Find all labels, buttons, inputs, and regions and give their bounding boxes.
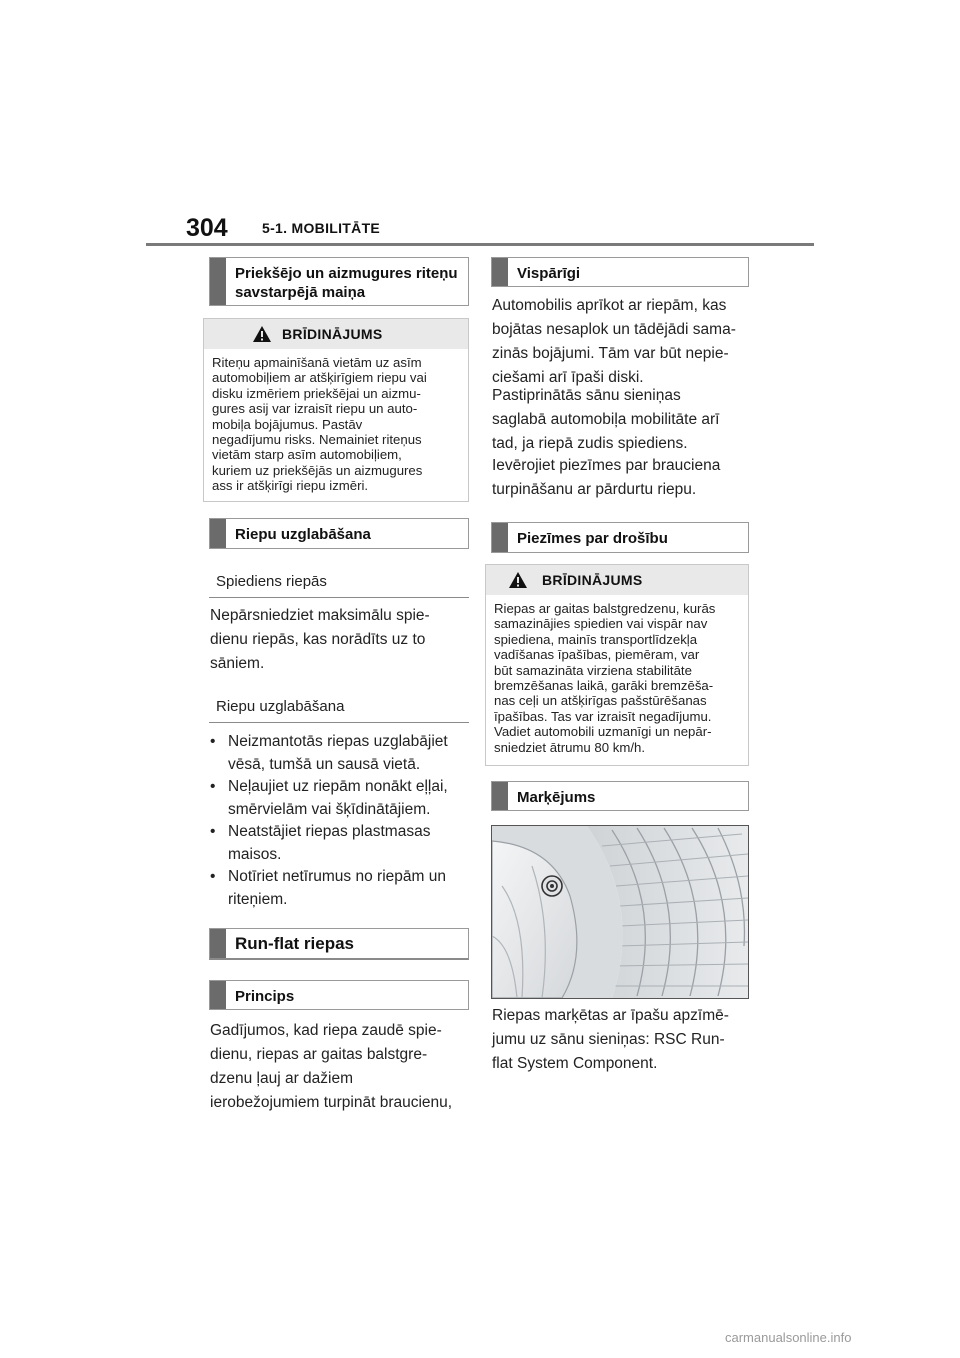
header-divider <box>146 243 814 246</box>
warning-icon <box>252 325 272 343</box>
warning-box-safety <box>485 564 749 766</box>
storage-bullet-list <box>210 731 472 911</box>
tire-sidewall-image <box>492 826 748 998</box>
warning-label: BRĪDINĀJUMS <box>542 572 643 588</box>
principle-paragraph: Gadījumos, kad riepa zaudē spie- dienu, riepas ar gaitas balstgre- dzenu ļauj ar dažiem ierobežojumiem turpināt braucienu, <box>210 1022 453 1111</box>
heading-bar <box>210 258 226 305</box>
tire-illustration <box>491 825 749 999</box>
heading-rotation <box>209 257 469 306</box>
subheading-pressure: Spiediens riepās <box>216 573 327 590</box>
warning-box-rotation <box>203 318 469 502</box>
warning-text: Riteņu apmainīšanā vietām uz asīm automobiļiem ar atšķirīgiem riepu vai disku izmēriem priekšējai un aizmu- gures asij var izraisīt riepu un auto- mobiļa bojājumus. Pastāv negadījumu risks. Nemainiet riteņus vietām starp asīm automobiļiem, kuriem uz priekšējās un aizmugures ass ir atšķirīgi riepu izmēri. <box>212 355 427 494</box>
warning-header <box>486 565 748 595</box>
subheading-storage: Riepu uzglabāšana <box>216 698 345 715</box>
heading-runflat-title: Run-flat riepas <box>235 934 355 953</box>
section-title: 5-1. MOBILITĀTE <box>262 220 381 236</box>
warning-text: Riepas ar gaitas balstgredzenu, kurās samazinājies spiedien vai vispār nav spiediena, mainīs transportlīdzekļa vadīšanas īpašības, piemēram, var būt samazināta virziena stabilitāte bremzēšanas laikā, garāki bremzēša- nas ceļi un atšķirīgas pašstūrēšanas īpašības. Tas var izraisīt negadījumu. Vadiet automobili uzmanīgi un nepār- sniedziet ātrumu 80 km/h. <box>494 601 716 755</box>
general-paragraph-3: Ievērojiet piezīmes par brauciena turpināšanu ar pārdurtu riepu. <box>492 457 721 498</box>
heading-marking-title: Marķējums <box>517 789 596 806</box>
heading-bar <box>210 519 226 548</box>
subheading-rule <box>209 722 469 723</box>
warning-label: BRĪDINĀJUMS <box>282 326 383 342</box>
warning-header <box>204 319 468 349</box>
list-item: • Neļaujiet uz riepām nonākt eļļai, smērvielām vai šķīdinātājiem. <box>210 778 448 818</box>
heading-general <box>491 257 749 287</box>
subheading-rule <box>209 597 469 598</box>
heading-general-title: Vispārīgi <box>517 265 581 282</box>
heading-principle <box>209 980 469 1010</box>
heading-rotation-title: Priekšējo un aizmugures riteņu savstarpējā maiņa <box>235 265 458 301</box>
page-number: 304 <box>186 214 228 242</box>
list-item: • Neatstājiet riepas plastmasas maisos. <box>210 823 431 863</box>
general-paragraph-1: Automobilis aprīkot ar riepām, kas bojātas nesaplok un tādējādi sama- zinās bojājumi. Tām var būt nepie- ciešami arī īpaši diski. <box>492 297 736 386</box>
heading-runflat <box>209 928 469 960</box>
marking-paragraph: Riepas marķētas ar īpašu apzīmē- jumu uz sānu sieniņas: RSC Run- flat System Component. <box>492 1007 729 1072</box>
list-item: • Notīriet netīrumus no riepām un riteņiem. <box>210 868 446 908</box>
heading-bar <box>210 929 226 958</box>
heading-storage <box>209 518 469 549</box>
heading-principle-title: Princips <box>235 988 295 1005</box>
heading-safety <box>491 522 749 553</box>
warning-icon <box>508 571 528 589</box>
heading-bar <box>492 782 508 810</box>
heading-storage-title: Riepu uzglabāšana <box>235 526 371 543</box>
heading-bar <box>492 258 508 286</box>
watermark: carmanualsonline.info <box>725 1330 852 1345</box>
heading-bar <box>492 523 508 552</box>
pressure-paragraph: Nepārsniedziet maksimālu spie- dienu riepās, kas norādīts uz to sāniem. <box>210 607 430 672</box>
general-paragraph-2: Pastiprinātās sānu sieniņas saglabā automobiļa mobilitāte arī tad, ja riepā zudis spiediens. <box>492 387 720 452</box>
heading-marking <box>491 781 749 811</box>
heading-bar <box>210 981 226 1009</box>
heading-safety-title: Piezīmes par drošību <box>517 530 668 547</box>
list-item: • Neizmantotās riepas uzglabājiet vēsā, tumšā un sausā vietā. <box>210 733 448 773</box>
